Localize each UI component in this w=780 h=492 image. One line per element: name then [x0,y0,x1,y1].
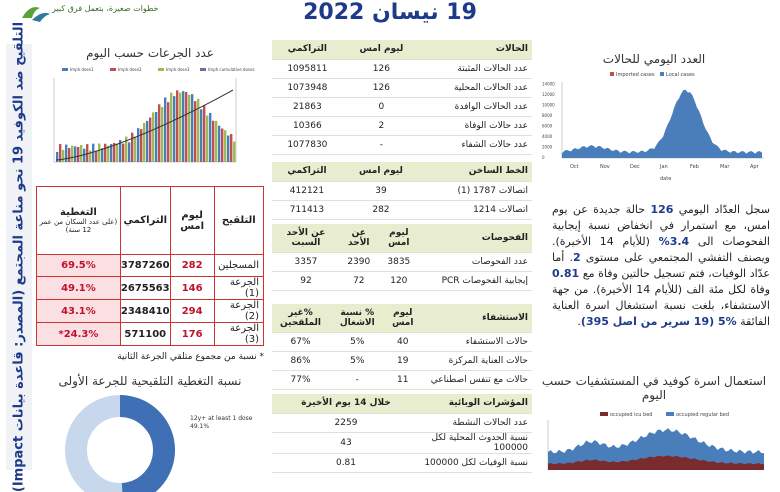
row-value: 77% [272,370,329,389]
row-label: عدد حالات الشفاء [420,135,532,154]
tests-header-label: الفحوصات [420,224,532,252]
x-tick-label: Jan [660,164,668,170]
legend-dose3: Imph dose3 [166,67,190,72]
summary-part: حالة جديدة عن يوم امس، مع استمرار في انخفاض نسبة إيجابية الفحوصات الى [552,203,770,248]
row-label: اتصالات 1214 [420,200,532,219]
vax-row-coverage: 43.1% [37,300,121,323]
hospital-beds-chart-title: استعمال اسرة كوفيد في المستشفيات حسب اليوم [541,374,767,402]
row-value: 3357 [272,252,340,271]
legend-dose1: Imph dose1 [70,67,94,72]
table-row [37,277,264,300]
row-value: 711413 [272,200,342,219]
vax-header-yesterday: ليوم امس [170,187,214,255]
dose-bar [221,129,223,162]
summary-death-rate: 0.81 [552,267,580,280]
legend-cumulative: Imph cumulative doses [208,67,255,72]
dose-bar [65,145,67,162]
y-tick-label: 12000 [542,92,555,97]
dose-bar [101,148,103,162]
daily-x-axis-label: date [660,176,672,182]
summary-part: . [577,315,581,328]
donut-value-label: 49.1% [190,423,210,430]
vax-row-coverage: 24.3%* [37,323,121,346]
dose-bar [137,128,139,162]
dose-bar [185,92,187,162]
legend-dose2-swatch [110,68,116,71]
dose-bar [68,148,70,162]
row-value: 21863 [272,97,343,116]
dose-bar [179,93,181,162]
dose-bar [95,151,97,162]
summary-text [552,202,770,330]
legend-icu: occupied icu bed [610,412,653,418]
y-tick-label: 2000 [542,144,553,150]
row-value: 72 [340,271,378,290]
vax-header-cumulative: التراكمي [120,187,170,255]
row-label: إيجابية الفحوصات PCR [420,271,532,290]
cases-header-cumulative: التراكمي [272,40,343,59]
dose-bar [203,105,205,162]
daily-cases-chart [540,70,768,190]
row-value: 3835 [378,252,420,271]
row-label: عدد الحالات المحلية [420,78,532,97]
row-value: 0 [343,97,420,116]
x-tick-label: Feb [690,164,699,170]
vax-row-yesterday: 282 [170,255,214,277]
hotline-header-cumulative: التراكمي [272,162,342,181]
table-row [272,351,532,370]
y-tick-label: 0 [542,155,545,160]
legend-local: Local cases [666,72,695,78]
cases-header-label: الحالات [420,40,532,59]
vax-row-cumulative: 3787260 [120,255,170,277]
table-row [272,135,532,154]
table-row [272,181,532,200]
y-tick-label: 4000 [542,134,553,139]
daily-cases-chart-title: العدد اليومي للحالات [602,52,706,66]
vax-row-yesterday: 176 [170,323,214,346]
table-row [37,255,264,277]
legend-local-swatch [660,72,664,76]
legend-dose3-swatch [158,68,164,71]
dose-bar [128,142,130,162]
dose-bar [188,95,190,162]
legend-dose1-swatch [62,68,68,71]
vax-row-label: المسجلين [214,255,263,277]
dose-bar [80,145,82,162]
dose-bar [167,102,169,162]
row-value: 1095811 [272,59,343,78]
hotline-table [272,162,532,220]
x-tick-label: Mar [720,164,730,170]
row-label: نسبة الحدوث المحلية لكل 100000 [420,432,532,453]
table-row [272,332,532,351]
vax-header-label: التلقيح [214,187,263,255]
row-value: 40 [386,332,420,351]
row-value: 126 [343,78,420,97]
dose-bar [56,152,58,162]
x-tick-label: Nov [600,164,610,170]
dose-bar [176,90,178,162]
dose-bar [158,104,160,162]
dose-bar [143,123,145,162]
dose-bar [131,133,133,162]
vax-row-label: الجرعة (2) [214,300,263,323]
row-label: اتصالات 1787 (1) [420,181,532,200]
y-tick-label: 8000 [542,113,553,118]
dose-bar [134,137,136,162]
tests-header-yesterday: ليوم امس [378,224,420,252]
row-value: 0.81 [272,453,420,472]
table-row [272,200,532,219]
table-row [272,252,532,271]
row-label: حالات مع تنفس اصطناعي [420,370,532,389]
legend-imported-swatch [610,72,614,76]
hotline-header-label: الخط الساخن [420,162,532,181]
x-tick-label: Dec [630,164,640,170]
row-value: 282 [342,200,420,219]
row-value: 67% [272,332,329,351]
dose-bar [104,144,106,162]
dose-bar [86,144,88,162]
table-row [272,432,532,453]
vaccination-footnote: * نسبة من مجموع متلقي الجرعة الثانية [117,352,264,362]
summary-part: (للأيام 14 الأخيرة). ويصنف التفشي المجتمعي على مستوى [552,235,770,264]
dose-bar [71,146,73,162]
dose-bar [98,144,100,162]
row-value: 1073948 [272,78,343,97]
vax-row-cumulative: 571100 [120,323,170,346]
vax-row-yesterday: 146 [170,277,214,300]
donut-chart-title: نسبة التغطية التلقيحية للجرعة الأولى [58,374,242,388]
row-label: عدد الحالات المثبتة [420,59,532,78]
dose-bar [173,96,175,162]
row-value: 39 [342,181,420,200]
vax-row-label: الجرعة (3) [214,323,263,346]
vax-row-label: الجرعة (1) [214,277,263,300]
tests-header-sunday: عن الأحد [340,224,378,252]
indicators-header-label: المؤشرات الوبائية [420,394,532,413]
row-label: حالات العناية المركزة [420,351,532,370]
row-value: 5% [329,332,385,351]
dose-bar [116,144,118,162]
dose-bar [230,134,232,162]
dose-bar [146,121,148,162]
dose-bar [209,113,211,162]
vaccination-bars [56,90,235,162]
dose-bar [215,121,217,162]
row-value: 92 [272,271,340,290]
donut-label: 12y+ at least 1 dose [190,415,253,422]
vax-row-coverage: 69.5% [37,255,121,277]
summary-new-cases: 126 [650,203,674,216]
row-value: 19 [386,351,420,370]
vax-row-coverage: 49.1% [37,277,121,300]
vax-row-yesterday: 294 [170,300,214,323]
dose-bar [149,118,151,162]
hospital-header-occupancy: % نسبة الاشغال [329,304,385,332]
table-row [272,116,532,135]
x-tick-label: Oct [570,164,579,170]
vertical-banner [6,21,32,492]
indicators-header-period: خلال 14 يوم الأخيرة [272,394,420,413]
dose-bar [74,146,76,162]
row-value: 2 [343,116,420,135]
summary-part: وفاة لكل مئة الف (للأيام 14 الأخيرة). من جهة الاستشفاء، بلغت نسبة استشغال اسرة العناية الفائقة [552,283,771,328]
dose-bar [206,115,208,162]
vax-header-coverage-note: (على عدد السكان من عمر 12 سنة) [39,218,118,234]
x-tick-label: Apr [750,164,759,170]
table-row [272,413,532,432]
cases-table [272,40,532,155]
dose-bar [200,109,202,162]
hospital-beds-chart [540,400,768,470]
vax-row-cumulative: 2348410 [120,300,170,323]
indicators-table [272,394,532,473]
row-label: حالات الاستشفاء [420,332,532,351]
table-row [272,97,532,116]
daily-y-ticks [542,82,555,161]
row-value: 43 [272,432,420,453]
table-row [37,300,264,323]
hospital-table [272,304,532,390]
row-value: 120 [378,271,420,290]
row-value: 126 [343,59,420,78]
dose-bar [155,112,157,162]
vaccination-doses-chart [40,64,264,178]
cases-header-yesterday: ليوم امس [343,40,420,59]
tests-table [272,224,532,291]
dose-bar [77,147,79,162]
summary-part: . أما عدّاد الوفيات، فتم تسجيل حالتين وفاة مع [552,251,770,280]
row-value: 2259 [272,413,420,432]
row-value: 412121 [272,181,342,200]
dose-bar [191,94,193,162]
dose-bar [170,93,172,162]
vax-row-cumulative: 2675563 [120,277,170,300]
summary-part: سجل العدّاد اليومي [673,203,770,216]
dose-bar [164,97,166,162]
summary-icu-occupancy: %5 (19 سرير من اصل 395) [580,315,737,328]
hospital-header-unvaccinated: %غير الملقحين [272,304,329,332]
table-row [272,59,532,78]
daily-x-ticks [570,164,760,170]
dose-bar [218,126,220,162]
row-value: 5% [329,351,385,370]
y-tick-label: 6000 [542,123,553,129]
legend-regular: occupied regular bed [676,412,730,418]
summary-positivity: 3.4% [658,235,690,248]
table-row [272,271,532,290]
legend-cum-swatch [200,68,206,71]
dose-bar [152,112,154,162]
hospital-header-label: الاستشفاء [420,304,532,332]
dose-bar [122,144,124,162]
row-value: - [329,370,385,389]
y-tick-label: 14000 [542,81,555,87]
row-label: نسبة الوفيات لكل 100000 [420,453,532,472]
vertical-banner-text: التلقيح ضد الكوفيد 19 نحو مناعة المجتمع (المصدر: قاعدة بيانات Impact) [11,21,27,492]
summary-level: 2 [572,251,581,264]
row-label: عدد الحالات الوافدة [420,97,532,116]
page-title: 19 نيسان 2022 [303,0,477,25]
table-row [272,78,532,97]
row-label: عدد الحالات النشطة [420,413,532,432]
dose-bar [182,91,184,162]
coverage-donut-chart [60,390,260,470]
legend-imported: Imported cases [616,72,655,78]
legend-regular-swatch [666,412,674,416]
legend-icu-swatch [600,412,608,416]
hotline-header-yesterday: ليوم امس [342,162,420,181]
dose-bar [233,142,235,162]
local-cases-series [562,90,762,158]
hospital-header-yesterday: ليوم امس [386,304,420,332]
row-value: 10366 [272,116,343,135]
donut-covered-slice [120,406,164,492]
row-label: عدد الفحوصات [420,252,532,271]
row-label: عدد حالات الوفاة [420,116,532,135]
table-row [272,453,532,472]
tests-header-saturday: عن الأحد السبت [272,224,340,252]
vaccination-chart-title: عدد الجرعات حسب اليوم [86,46,214,60]
dose-bar [62,150,64,162]
vax-header-coverage-title: التغطية [60,207,97,218]
legend-dose2: Imph dose2 [118,67,142,72]
logo-text: خطوات صغيرة، بتعمل فرق كبير [52,4,159,13]
table-row [272,370,532,389]
dose-bar [224,130,226,162]
row-value: - [343,135,420,154]
row-value: 86% [272,351,329,370]
dose-bar [212,121,214,162]
vaccination-table [36,186,264,346]
row-value: 1077830 [272,135,343,154]
row-value: 11 [386,370,420,389]
vax-header-coverage [37,187,121,255]
row-value: 2390 [340,252,378,271]
dose-bar [227,136,229,162]
y-tick-label: 10000 [542,102,555,108]
dose-bar [161,107,163,162]
table-row [37,323,264,346]
